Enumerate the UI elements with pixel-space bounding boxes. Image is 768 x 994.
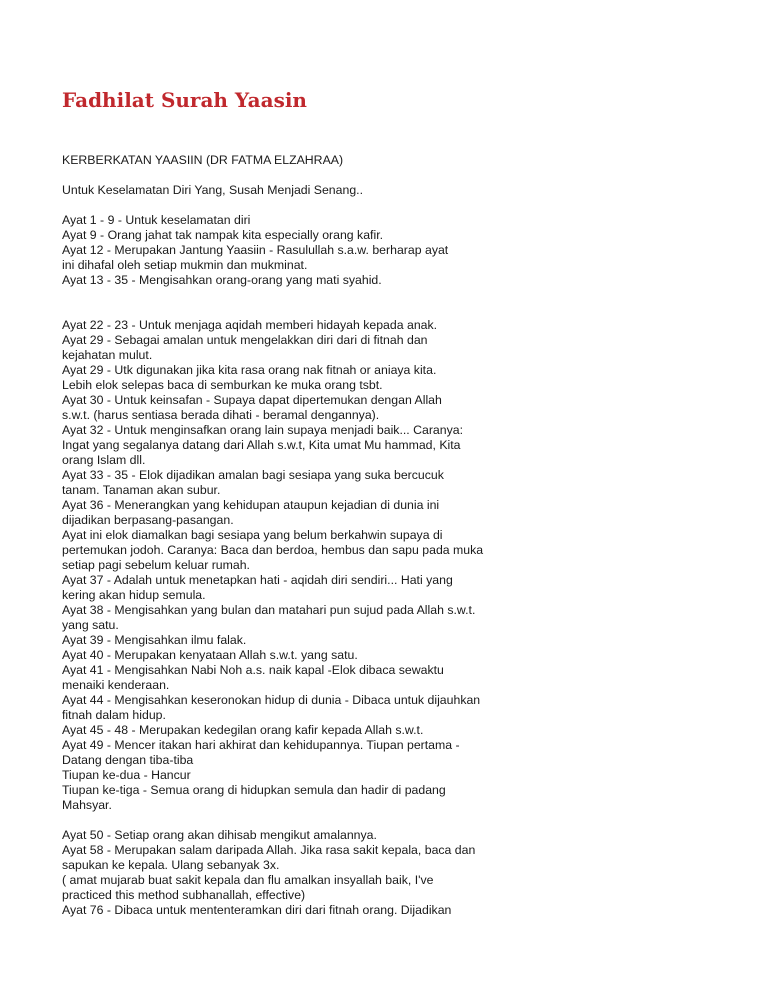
text-line: Ayat 50 - Setiap orang akan dihisab mengikut amalannya. — [62, 828, 377, 842]
text-line: pertemukan jodoh. Caranya: Baca dan berdoa, hembus dan sapu pada muka — [62, 543, 484, 557]
text-line: sapukan ke kepala. Ulang sebanyak 3x. — [62, 858, 280, 872]
text-line: Tiupan ke-dua - Hancur — [62, 768, 191, 782]
text-line: kejahatan mulut. — [62, 348, 153, 362]
text-line: Ayat 58 - Merupakan salam daripada Allah. Jika rasa sakit kepala, baca dan — [62, 843, 476, 857]
text-line: Untuk Keselamatan Diri Yang, Susah Menjadi Senang.. — [62, 183, 363, 197]
text-line: Ayat 13 - 35 - Mengisahkan orang-orang yang mati syahid. — [62, 273, 382, 287]
paragraph-spacer — [62, 198, 502, 213]
document-body — [62, 153, 502, 918]
text-line: dijadikan berpasang-pasangan. — [62, 513, 234, 527]
text-line: Ayat 40 - Merupakan kenyataan Allah s.w.t. yang satu. — [62, 648, 358, 662]
paragraph-spacer — [62, 288, 502, 318]
text-line: Datang dengan tiba-tiba — [62, 753, 194, 767]
text-line: s.w.t. (harus sentiasa berada dihati - beramal dengannya). — [62, 408, 380, 422]
text-line: Ayat 32 - Untuk menginsafkan orang lain supaya menjadi baik... Caranya: — [62, 423, 464, 437]
text-line: Ayat 33 - 35 - Elok dijadikan amalan bagi sesiapa yang suka bercucuk — [62, 468, 444, 482]
text-line: Ayat 1 - 9 - Untuk keselamatan diri — [62, 213, 251, 227]
text-line: Ayat 49 - Mencer itakan hari akhirat dan kehidupannya. Tiupan pertama - — [62, 738, 460, 752]
text-line: Ayat ini elok diamalkan bagi sesiapa yang belum berkahwin supaya di — [62, 528, 443, 542]
text-line: ini dihafal oleh setiap mukmin dan mukminat. — [62, 258, 308, 272]
text-line: Ayat 45 - 48 - Merupakan kedegilan orang kafir kepada Allah s.w.t. — [62, 723, 424, 737]
text-line: fitnah dalam hidup. — [62, 708, 166, 722]
text-line: Ayat 29 - Utk digunakan jika kita rasa orang nak fitnah or aniaya kita. — [62, 363, 437, 377]
text-line: Ayat 12 - Merupakan Jantung Yaasiin - Rasulullah s.a.w. berharap ayat — [62, 243, 449, 257]
paragraph-ayat-1 — [62, 213, 502, 288]
text-line: Ayat 9 - Orang jahat tak nampak kita especially orang kafir. — [62, 228, 384, 242]
text-line: Ayat 37 - Adalah untuk menetapkan hati - aqidah diri sendiri... Hati yang — [62, 573, 453, 587]
text-line: Ayat 38 - Mengisahkan yang bulan dan matahari pun sujud pada Allah s.w.t. — [62, 603, 476, 617]
text-line: setiap pagi sebelum keluar rumah. — [62, 558, 250, 572]
text-line: Lebih elok selepas baca di semburkan ke muka orang tsbt. — [62, 378, 383, 392]
text-line: Ayat 76 - Dibaca untuk mententeramkan diri dari fitnah orang. Dijadikan — [62, 903, 452, 917]
text-line: Ayat 39 - Mengisahkan ilmu falak. — [62, 633, 247, 647]
text-line: Ingat yang segalanya datang dari Allah s.w.t, Kita umat Mu hammad, Kita — [62, 438, 461, 452]
text-line: Ayat 41 - Mengisahkan Nabi Noh a.s. naik kapal -Elok dibaca sewaktu — [62, 663, 444, 677]
paragraph-ayat-2 — [62, 318, 502, 813]
text-line: Ayat 22 - 23 - Untuk menjaga aqidah memberi hidayah kepada anak. — [62, 318, 438, 332]
text-line: tanam. Tanaman akan subur. — [62, 483, 221, 497]
paragraph-ayat-3 — [62, 828, 502, 918]
text-line: kering akan hidup semula. — [62, 588, 206, 602]
text-line: Ayat 36 - Menerangkan yang kehidupan ataupun kejadian di dunia ini — [62, 498, 440, 512]
text-line: menaiki kenderaan. — [62, 678, 170, 692]
document-title: Fadhilat Surah Yaasin — [62, 88, 307, 112]
text-line: ( amat mujarab buat sakit kepala dan flu amalkan insyallah baik, I've — [62, 873, 434, 887]
paragraph-intro — [62, 183, 502, 198]
text-line: Ayat 44 - Mengisahkan keseronokan hidup di dunia - Dibaca untuk dijauhkan — [62, 693, 481, 707]
text-line: yang satu. — [62, 618, 119, 632]
text-line: KERBERKATAN YAASIIN (DR FATMA ELZAHRAA) — [62, 153, 344, 167]
paragraph-spacer — [62, 168, 502, 183]
text-line: Ayat 30 - Untuk keinsafan - Supaya dapat dipertemukan dengan Allah — [62, 393, 442, 407]
text-line: Ayat 29 - Sebagai amalan untuk mengelakkan diri dari di fitnah dan — [62, 333, 428, 347]
text-line: orang Islam dll. — [62, 453, 146, 467]
paragraph-heading — [62, 153, 502, 168]
text-line: Tiupan ke-tiga - Semua orang di hidupkan semula dan hadir di padang — [62, 783, 446, 797]
paragraph-spacer — [62, 813, 502, 828]
text-line: Mahsyar. — [62, 798, 112, 812]
text-line: practiced this method subhanallah, effective) — [62, 888, 306, 902]
